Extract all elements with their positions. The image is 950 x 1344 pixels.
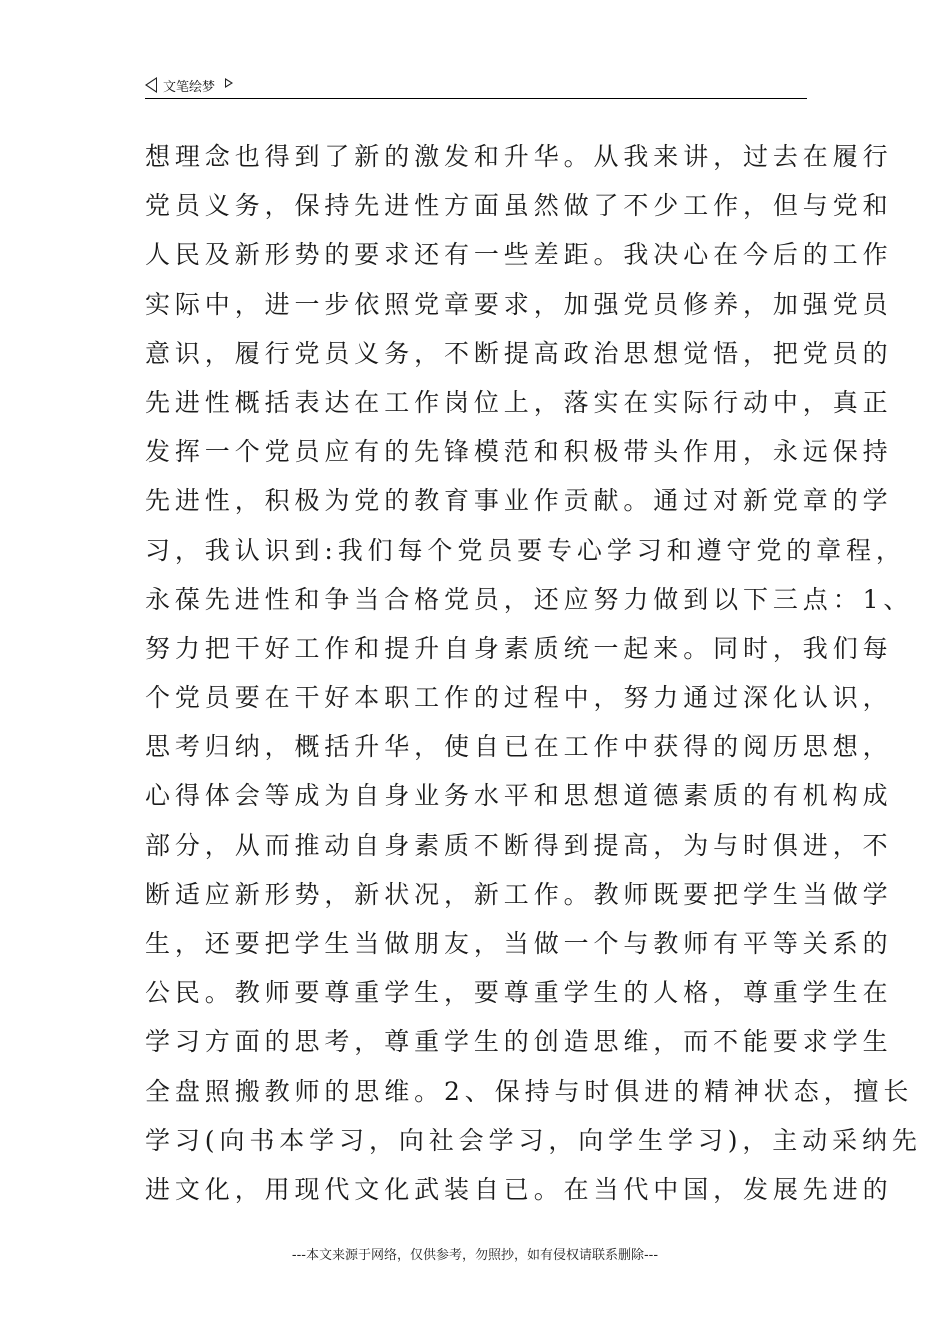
text-line: 意识，履行党员义务，不断提高政治思想觉悟，把党员的	[145, 338, 893, 368]
text-line: 断适应新形势，新状况，新工作。教师既要把学生当做学	[145, 879, 893, 909]
triangle-left-icon	[145, 77, 157, 93]
text-line: 发挥一个党员应有的先锋模范和积极带头作用，永远保持	[145, 437, 893, 467]
page-header	[145, 72, 807, 99]
text-line: 先进性概括表达在工作岗位上，落实在实际行动中，真正	[145, 387, 893, 417]
text-line: 心得体会等成为自身业务水平和思想道德素质的有机构成	[145, 781, 893, 811]
text-line: 实际中，进一步依照党章要求，加强党员修养，加强党员	[145, 289, 893, 319]
text-line: 部分，从而推动自身素质不断得到提高，为与时俱进，不	[145, 830, 893, 860]
text-line: 党员义务，保持先进性方面虽然做了不少工作，但与党和	[145, 191, 893, 221]
text-line: 永葆先进性和争当合格党员，还应努力做到以下三点：1、	[145, 584, 914, 614]
text-line: 习，我认识到:我们每个党员要专心学习和遵守党的章程，	[145, 535, 906, 565]
document-body	[145, 132, 922, 1214]
text-line: 学习(向书本学习，向社会学习，向学生学习)，主动采纳先	[145, 1125, 922, 1155]
text-line: 努力把干好工作和提升自身素质统一起来。同时，我们每	[145, 633, 893, 663]
text-line: 全盘照搬教师的思维。2、保持与时俱进的精神状态，擅长	[145, 1076, 914, 1106]
text-line: 思考归纳，概括升华，使自已在工作中获得的阅历思想，	[145, 732, 893, 762]
text-line: 个党员要在干好本职工作的过程中，努力通过深化认识，	[145, 683, 893, 713]
triangle-right-icon	[225, 78, 233, 88]
header-title: 文笔绘梦	[163, 79, 216, 95]
text-line: 生，还要把学生当做朋友，当做一个与教师有平等关系的	[145, 929, 893, 958]
text-line: 学习方面的思考，尊重学生的创造思维，而不能要求学生	[145, 1027, 893, 1057]
text-line: 进文化，用现代文化武装自已。在当代中国，发展先进的	[145, 1174, 893, 1204]
text-line: 先进性，积极为党的教育事业作贡献。通过对新党章的学	[145, 486, 893, 516]
footer-disclaimer: ---本文来源于网络，仅供参考，勿照抄，如有侵权请联系删除---	[291, 1248, 659, 1263]
text-line: 想理念也得到了新的激发和升华。从我来讲，过去在履行	[145, 142, 893, 171]
text-line: 人民及新形势的要求还有一些差距。我决心在今后的工作	[145, 240, 893, 270]
text-line: 公民。教师要尊重学生，要尊重学生的人格，尊重学生在	[145, 978, 893, 1008]
